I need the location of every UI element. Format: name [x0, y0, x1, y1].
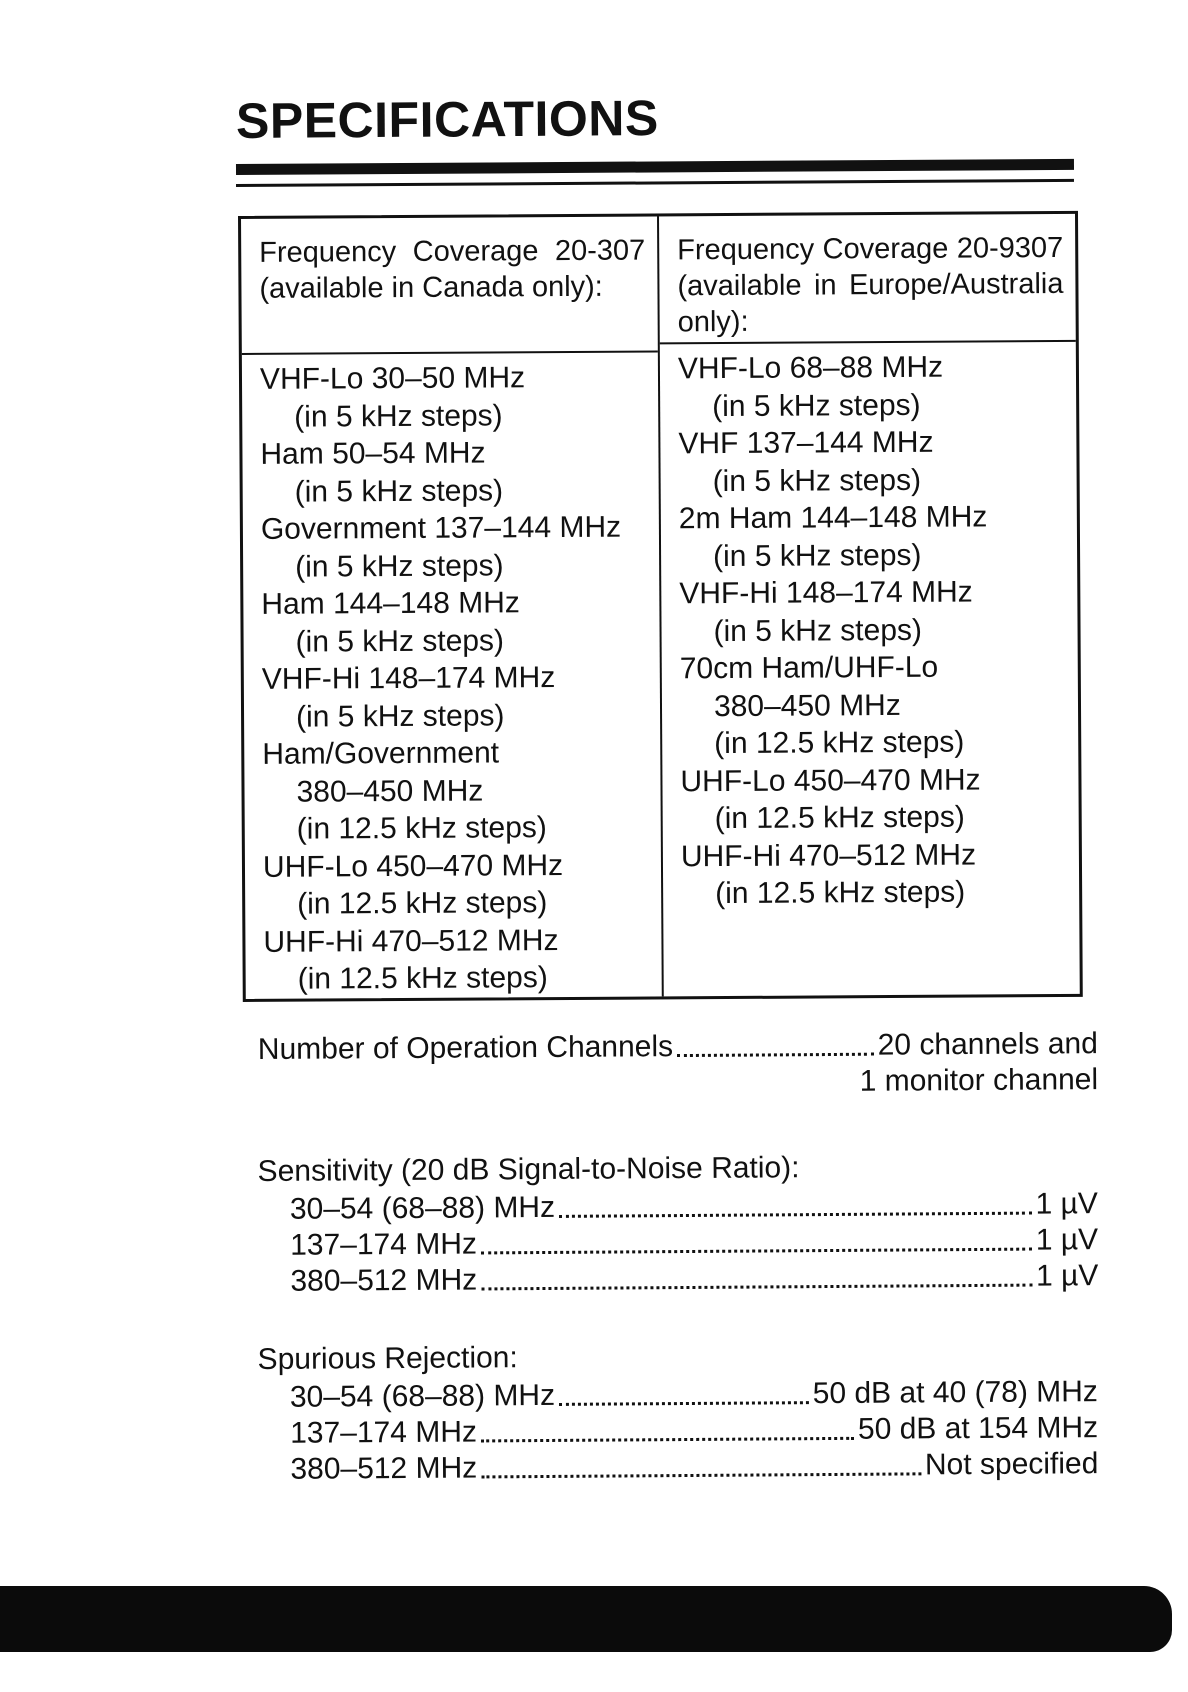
- band-entry: [680, 760, 1070, 837]
- band-name: VHF-Lo 30–50 MHz: [259, 361, 526, 396]
- spurious-value: 50 dB at 154 MHz: [857, 1411, 1099, 1446]
- band-range: 380–450 MHz: [713, 688, 901, 723]
- band-entry: [260, 358, 650, 435]
- channels-row: [258, 1026, 1098, 1068]
- band-name: 2m Ham 144–148 MHz: [678, 500, 988, 536]
- spurious-row: [258, 1410, 1098, 1452]
- band-entry: [263, 846, 653, 923]
- band-step: (in 12.5 kHz steps): [296, 811, 547, 846]
- band-step: (in 5 kHz steps): [295, 623, 505, 659]
- band-entry: [263, 921, 653, 998]
- leader-dots: [481, 1248, 1032, 1255]
- band-step: (in 5 kHz steps): [294, 398, 503, 434]
- sensitivity-band-label: 137–174 MHz: [290, 1227, 478, 1262]
- band-step: (in 5 kHz steps): [295, 698, 505, 734]
- band-entry: [680, 648, 1071, 763]
- sensitivity-row: [258, 1222, 1098, 1264]
- band-step: (in 5 kHz steps): [712, 388, 921, 423]
- spurious-heading: Spurious Rejection:: [257, 1341, 518, 1377]
- sensitivity-value: 1 µV: [1035, 1223, 1099, 1257]
- band-name: Ham/Government: [262, 736, 500, 771]
- europe-australia-column-header: Frequency Coverage 20-9307 (available in Europe/Australia only):: [659, 214, 1076, 345]
- canada-column-header: Frequency Coverage 20-307 (available in Canada only):: [241, 216, 658, 355]
- band-name: VHF-Lo 68–88 MHz: [677, 350, 944, 386]
- spurious-band-label: 137–174 MHz: [290, 1415, 478, 1450]
- sensitivity-value: 1 µV: [1035, 1187, 1098, 1221]
- spurious-row: [258, 1374, 1098, 1416]
- channels-label: Number of Operation Channels: [257, 1030, 674, 1066]
- channels-value: 20 channels and: [877, 1027, 1098, 1062]
- band-entry: [679, 498, 1069, 575]
- leader-dots: [481, 1284, 1032, 1291]
- spurious-value: Not specified: [924, 1447, 1099, 1482]
- band-name: 70cm Ham/UHF-Lo: [679, 650, 939, 686]
- band-step: (in 5 kHz steps): [712, 538, 922, 573]
- sensitivity-row: [258, 1258, 1098, 1300]
- band-name: UHF-Lo 450–470 MHz: [262, 848, 564, 884]
- band-name: VHF-Hi 148–174 MHz: [261, 661, 556, 696]
- band-entry: [260, 433, 650, 510]
- sensitivity-spec: [257, 1146, 1098, 1300]
- band-step: (in 12.5 kHz steps): [297, 961, 548, 996]
- channels-spec: [258, 1026, 1098, 1104]
- channels-value-continued: 1 monitor channel: [859, 1063, 1099, 1098]
- band-step: (in 12.5 kHz steps): [715, 875, 966, 911]
- band-name: Government 137–144 MHz: [260, 510, 622, 546]
- band-name: Ham 50–54 MHz: [260, 436, 486, 471]
- spurious-value: 50 dB at 40 (78) MHz: [812, 1375, 1098, 1411]
- band-step: (in 5 kHz steps): [295, 548, 504, 584]
- band-name: UHF-Lo 450–470 MHz: [680, 762, 981, 798]
- band-name: VHF 137–144 MHz: [678, 425, 934, 461]
- sensitivity-heading: Sensitivity (20 dB Signal-to-Noise Ratio):: [257, 1151, 800, 1189]
- page-title: SPECIFICATIONS: [235, 90, 659, 149]
- band-entry: [261, 508, 651, 585]
- leader-dots: [559, 1401, 809, 1406]
- canada-column: [241, 216, 664, 999]
- spurious-row: [258, 1446, 1098, 1488]
- spurious-rejection-spec: [257, 1334, 1098, 1488]
- band-name: Ham 144–148 MHz: [261, 586, 520, 621]
- leader-dots: [481, 1437, 854, 1443]
- band-step: (in 5 kHz steps): [713, 613, 923, 648]
- leader-dots: [677, 1053, 874, 1057]
- band-entry: [681, 835, 1071, 912]
- band-entry: [262, 658, 652, 735]
- sensitivity-row: [258, 1186, 1098, 1228]
- leader-dots: [559, 1212, 1032, 1218]
- spurious-band-label: 380–512 MHz: [290, 1451, 478, 1486]
- band-step: (in 12.5 kHz steps): [714, 800, 965, 836]
- canada-band-list: [242, 352, 662, 998]
- page-bottom-edge-bar: [0, 1586, 1172, 1652]
- leader-dots: [481, 1472, 921, 1478]
- band-entry: [679, 573, 1069, 650]
- band-entry: [261, 583, 651, 660]
- title-rule-thin: [236, 179, 1074, 187]
- band-name: UHF-Hi 470–512 MHz: [263, 923, 559, 959]
- band-name: UHF-Hi 470–512 MHz: [680, 838, 977, 873]
- band-entry: [678, 423, 1068, 500]
- title-rule-thick: [236, 159, 1074, 175]
- band-entry: [262, 733, 653, 848]
- frequency-coverage-table: [238, 211, 1083, 1002]
- band-step: (in 12.5 kHz steps): [297, 886, 548, 921]
- band-entry: [678, 348, 1068, 425]
- sensitivity-band-label: 30–54 (68–88) MHz: [289, 1190, 556, 1226]
- band-step: (in 12.5 kHz steps): [714, 725, 965, 761]
- europe-australia-column: [659, 214, 1080, 997]
- spurious-band-label: 30–54 (68–88) MHz: [289, 1378, 556, 1414]
- sensitivity-band-label: 380–512 MHz: [290, 1263, 478, 1298]
- band-name: VHF-Hi 148–174 MHz: [679, 575, 973, 611]
- band-step: (in 5 kHz steps): [294, 473, 504, 509]
- sensitivity-value: 1 µV: [1035, 1259, 1099, 1293]
- band-step: (in 5 kHz steps): [712, 463, 922, 498]
- band-range: 380–450 MHz: [296, 774, 484, 809]
- europe-australia-band-list: [660, 342, 1079, 913]
